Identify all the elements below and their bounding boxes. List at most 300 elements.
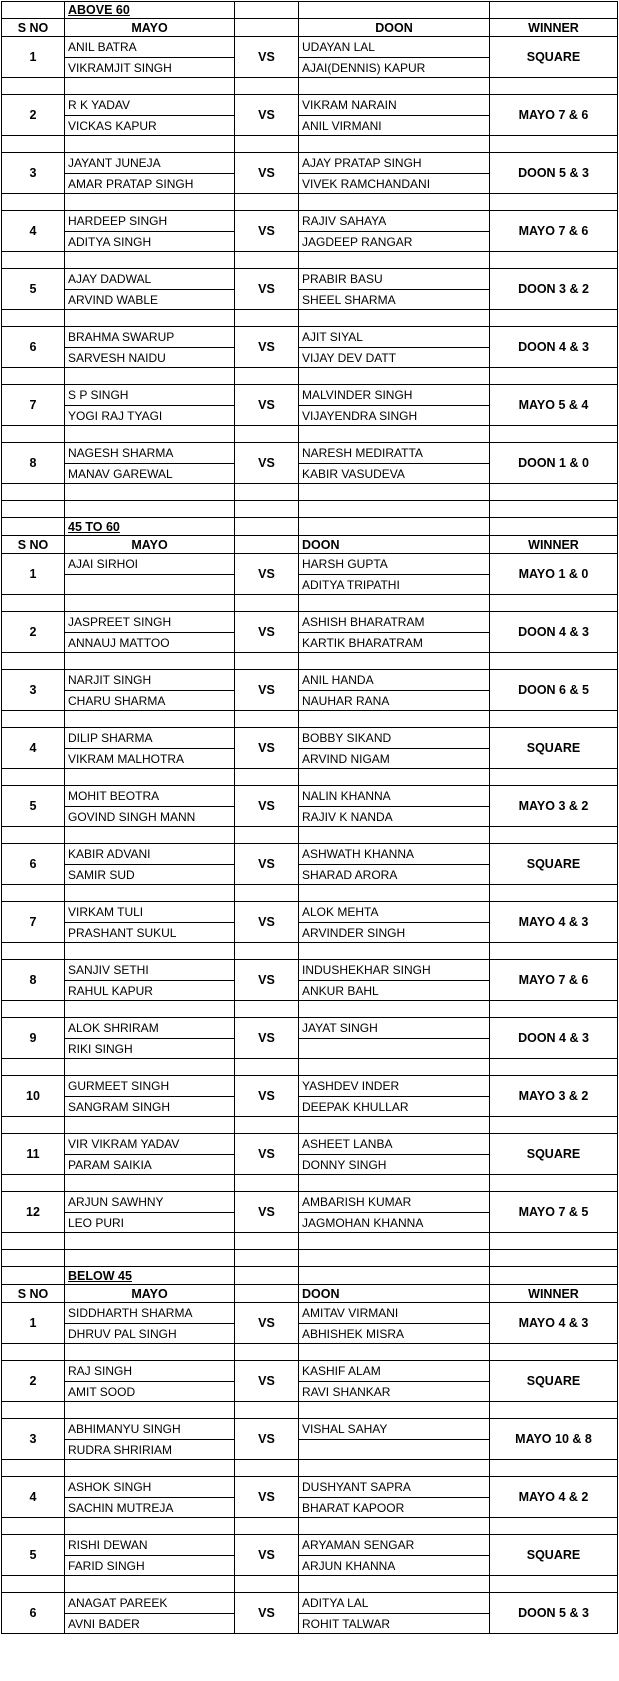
doon-player: RAJIV SAHAYA [299,211,489,232]
vs-cell [235,1134,299,1174]
doon-pair [299,902,490,942]
match-row [1,1593,618,1634]
spacer-row [1,368,618,385]
empty-cell [490,943,617,959]
empty-cell [235,194,299,210]
empty-cell [299,1233,490,1249]
doon-player: ARVIND NIGAM [302,752,390,766]
doon-player: KASHIF ALAM [299,1361,489,1382]
doon-player: ADITYA TRIPATHI [302,578,400,592]
mayo-pair [65,1361,235,1401]
column-header-sno: S NO [2,536,65,553]
mayo-pair [65,1593,235,1633]
winner-value: MAYO 3 & 2 [518,1089,589,1103]
winner-cell [490,385,617,425]
empty-cell [490,1233,617,1249]
spacer-row [1,1117,618,1134]
empty-cell [490,1250,617,1266]
empty-cell [2,252,65,268]
empty-cell [490,1267,617,1284]
doon-player: AJAI(DENNIS) KAPUR [302,61,426,75]
mayo-player: YOGI RAJ TYAGI [68,409,163,423]
mayo-player: GOVIND SINGH MANN [68,810,196,824]
mayo-names [65,443,234,483]
mayo-player: DILIP SHARMA [65,728,234,749]
column-header-winner: WINNER [528,537,579,552]
winner-cell [490,211,617,251]
match-row [1,1018,618,1059]
spacer-row [1,1576,618,1593]
doon-pair [299,960,490,1000]
vs-cell [235,1535,299,1575]
match-row [1,902,618,943]
doon-player: KARTIK BHARATRAM [302,636,423,650]
column-header-sno: S NO [2,19,65,36]
doon-player: VIVEK RAMCHANDANI [302,177,431,191]
mayo-pair [65,385,235,425]
mayo-player: ANAGAT PAREEK [65,1593,234,1614]
doon-names [299,902,489,942]
winner-cell [490,1192,617,1232]
vs-label: VS [258,741,275,755]
empty-cell [299,78,490,94]
doon-names [299,1419,489,1459]
winner-value: MAYO 4 & 3 [518,915,589,929]
mayo-player: RAJ SINGH [65,1361,234,1382]
empty-cell [65,1233,235,1249]
empty-cell [2,484,65,500]
winner-value: DOON 5 & 3 [518,1606,589,1620]
empty-cell [65,943,235,959]
doon-names [299,728,489,768]
vs-cell [235,1018,299,1058]
mayo-pair [65,95,235,135]
serial-number [2,1593,65,1633]
empty-cell [235,252,299,268]
empty-cell [299,426,490,442]
doon-player: ASHWATH KHANNA [299,844,489,865]
mayo-pair [65,443,235,483]
doon-player: AJIT SIYAL [299,327,489,348]
serial-number-value: 6 [29,1606,37,1620]
winner-value: SQUARE [526,857,581,871]
mayo-player: ASHOK SINGH [65,1477,234,1498]
winner-value: MAYO 7 & 6 [518,224,589,238]
empty-cell [235,653,299,669]
section-title-row [1,1,618,19]
empty-cell [235,711,299,727]
empty-cell [65,1344,235,1360]
doon-pair [299,728,490,768]
mayo-names [65,1593,234,1633]
vs-cell [235,385,299,425]
mayo-player: CHARU SHARMA [68,694,166,708]
winner-value: SQUARE [526,1374,581,1388]
section-title-row [1,518,618,536]
doon-pair [299,1303,490,1343]
spacer-row [1,1250,618,1267]
empty-cell [490,1518,617,1534]
empty-cell [65,711,235,727]
mayo-player: ARVIND WABLE [68,293,159,307]
winner-value: DOON 5 & 3 [518,166,589,180]
mayo-player: AMAR PRATAP SINGH [68,177,194,191]
doon-player: DEEPAK KHULLAR [302,1100,409,1114]
doon-player: RAVI SHANKAR [302,1385,391,1399]
empty-cell [65,136,235,152]
empty-cell [2,1402,65,1418]
serial-number [2,211,65,251]
spacer-row [1,1001,618,1018]
empty-cell [299,310,490,326]
empty-cell [65,484,235,500]
vs-cell [235,786,299,826]
doon-player: VIJAY DEV DATT [302,351,397,365]
mayo-player: ADITYA SINGH [68,235,152,249]
vs-label: VS [258,50,275,64]
winner-cell [490,960,617,1000]
serial-number-value: 5 [29,1548,37,1562]
doon-player: ROHIT TALWAR [302,1617,391,1631]
serial-number-value: 12 [26,1205,40,1219]
doon-pair [299,612,490,652]
vs-cell [235,1192,299,1232]
doon-names [299,211,489,251]
empty-cell [235,1250,299,1266]
mayo-player: KABIR ADVANI [65,844,234,865]
mayo-player: ARJUN SAWHNY [65,1192,234,1213]
doon-player: AMITAV VIRMANI [299,1303,489,1324]
empty-cell [235,19,299,36]
empty-cell [65,827,235,843]
mayo-names [65,1477,234,1517]
mayo-player: ALOK SHRIRAM [65,1018,234,1039]
empty-cell [299,1518,490,1534]
spacer-row [1,711,618,728]
mayo-names [65,1303,234,1343]
vs-label: VS [258,166,275,180]
mayo-player: RISHI DEWAN [65,1535,234,1556]
serial-number-value: 9 [29,1031,37,1045]
doon-pair [299,1361,490,1401]
empty-cell [235,595,299,611]
empty-cell [490,518,617,535]
doon-player: ASHEET LANBA [299,1134,489,1155]
doon-player: ARYAMAN SENGAR [299,1535,489,1556]
winner-value: DOON 3 & 2 [518,282,589,296]
mayo-player: NARJIT SINGH [65,670,234,691]
mayo-player: VIR VIKRAM YADAV [65,1134,234,1155]
winner-cell [490,95,617,135]
empty-cell [299,1344,490,1360]
column-header-row [1,19,618,37]
vs-cell [235,1477,299,1517]
mayo-pair [65,554,235,594]
mayo-names [65,269,234,309]
winner-value: DOON 4 & 3 [518,625,589,639]
vs-label: VS [258,1089,275,1103]
doon-player: YASHDEV INDER [299,1076,489,1097]
empty-cell [299,885,490,901]
mayo-pair [65,960,235,1000]
doon-player [299,1039,489,1058]
match-row [1,211,618,252]
winner-cell [490,786,617,826]
spacer-row [1,769,618,786]
winner-value: MAYO 7 & 6 [518,108,589,122]
doon-player: JAYAT SINGH [299,1018,489,1039]
empty-cell [299,1460,490,1476]
doon-pair [299,1477,490,1517]
doon-player: ARVINDER SINGH [302,926,406,940]
column-header-mayo: MAYO [65,19,235,36]
spacer-row [1,1344,618,1361]
doon-names [299,1477,489,1517]
empty-cell [2,1250,65,1266]
mayo-player [65,575,234,594]
doon-player: PRABIR BASU [299,269,489,290]
mayo-player: DHRUV PAL SINGH [68,1327,177,1341]
doon-player: NARESH MEDIRATTA [299,443,489,464]
mayo-player: PRASHANT SUKUL [68,926,177,940]
serial-number [2,1076,65,1116]
doon-player: NAUHAR RANA [302,694,390,708]
empty-cell [2,1344,65,1360]
doon-pair [299,554,490,594]
empty-cell [490,194,617,210]
spacer-row [1,1402,618,1419]
mayo-pair [65,1535,235,1575]
winner-cell [490,554,617,594]
doon-names [299,95,489,135]
match-row [1,960,618,1001]
winner-value: SQUARE [526,50,581,64]
empty-cell [65,1117,235,1133]
match-row [1,612,618,653]
match-row [1,786,618,827]
doon-pair [299,37,490,77]
mayo-pair [65,670,235,710]
match-row [1,554,618,595]
doon-player: ABHISHEK MISRA [302,1327,405,1341]
winner-value: SQUARE [526,741,581,755]
empty-cell [2,943,65,959]
empty-cell [65,595,235,611]
vs-label: VS [258,973,275,987]
winner-cell [490,1419,617,1459]
empty-cell [65,1518,235,1534]
empty-cell [490,1460,617,1476]
empty-cell [235,1267,299,1284]
spacer-row [1,1175,618,1192]
empty-cell [2,1267,65,1284]
serial-number [2,1134,65,1174]
vs-label: VS [258,108,275,122]
mayo-player: VIKRAM MALHOTRA [68,752,185,766]
vs-label: VS [258,799,275,813]
doon-player [299,1440,489,1459]
column-header-row [1,1285,618,1303]
empty-cell [65,1059,235,1075]
spacer-row [1,1460,618,1477]
mayo-player: RUDRA SHRIRIAM [68,1443,173,1457]
spacer-row [1,78,618,95]
mayo-names [65,1361,234,1401]
empty-cell [65,368,235,384]
empty-cell [2,827,65,843]
doon-names [299,1361,489,1401]
empty-cell [235,827,299,843]
spacer-row [1,136,618,153]
vs-label: VS [258,1031,275,1045]
winner-value: SQUARE [526,1548,581,1562]
winner-value: MAYO 7 & 6 [518,973,589,987]
winner-cell [490,1134,617,1174]
doon-pair [299,670,490,710]
mayo-names [65,95,234,135]
empty-cell [490,136,617,152]
vs-cell [235,37,299,77]
empty-cell [490,827,617,843]
empty-cell [235,1576,299,1592]
spacer-row [1,653,618,670]
winner-cell [490,1018,617,1058]
mayo-names [65,728,234,768]
winner-cell [490,670,617,710]
empty-cell [235,1344,299,1360]
doon-names [299,1018,489,1058]
empty-cell [235,885,299,901]
spacer-row [1,194,618,211]
empty-cell [235,136,299,152]
empty-cell [2,368,65,384]
doon-player: INDUSHEKHAR SINGH [299,960,489,981]
vs-label: VS [258,1374,275,1388]
mayo-player: SANGRAM SINGH [68,1100,171,1114]
empty-cell [2,78,65,94]
empty-cell [235,1175,299,1191]
serial-number [2,1477,65,1517]
mayo-player: BRAHMA SWARUP [65,327,234,348]
mayo-names [65,327,234,367]
vs-cell [235,844,299,884]
doon-player: ANIL HANDA [299,670,489,691]
serial-number-value: 2 [29,1374,37,1388]
empty-cell [235,1117,299,1133]
winner-cell [490,1076,617,1116]
serial-number-value: 3 [29,1432,37,1446]
empty-cell [299,769,490,785]
doon-player: HARSH GUPTA [299,554,489,575]
doon-player: VIKRAM NARAIN [299,95,489,116]
empty-cell [490,1402,617,1418]
mayo-pair [65,269,235,309]
mayo-pair [65,844,235,884]
doon-pair [299,1419,490,1459]
empty-cell [490,501,617,517]
empty-cell [65,885,235,901]
match-row [1,1303,618,1344]
empty-cell [65,1460,235,1476]
winner-value: MAYO 1 & 0 [518,567,589,581]
winner-cell [490,327,617,367]
doon-names [299,670,489,710]
winner-cell [490,37,617,77]
mayo-names [65,554,234,594]
mayo-names [65,844,234,884]
mayo-player: ABHIMANYU SINGH [65,1419,234,1440]
serial-number-value: 2 [29,108,37,122]
serial-number-value: 5 [29,799,37,813]
empty-cell [490,484,617,500]
match-row [1,1477,618,1518]
column-header-mayo: MAYO [65,536,235,553]
winner-cell [490,1303,617,1343]
empty-cell [65,769,235,785]
column-header-sno: S NO [2,1285,65,1302]
empty-cell [65,501,235,517]
spacer-row [1,943,618,960]
match-row [1,385,618,426]
vs-cell [235,443,299,483]
empty-cell [65,78,235,94]
serial-number [2,612,65,652]
doon-pair [299,269,490,309]
mayo-pair [65,1192,235,1232]
column-header-winner: WINNER [528,1286,579,1301]
doon-player: MALVINDER SINGH [299,385,489,406]
empty-cell [299,653,490,669]
empty-cell [299,827,490,843]
winner-cell [490,1361,617,1401]
empty-cell [235,310,299,326]
mayo-player: SAMIR SUD [68,868,135,882]
mayo-player: SANJIV SETHI [65,960,234,981]
mayo-names [65,37,234,77]
winner-value: MAYO 10 & 8 [515,1432,592,1446]
empty-cell [2,1117,65,1133]
doon-names [299,1076,489,1116]
mayo-player: S P SINGH [65,385,234,406]
empty-cell [299,1175,490,1191]
column-header-winner: WINNER [528,20,579,35]
serial-number [2,1192,65,1232]
vs-cell [235,902,299,942]
winner-value: DOON 6 & 5 [518,683,589,697]
serial-number-value: 5 [29,282,37,296]
empty-cell [2,1460,65,1476]
empty-cell [2,653,65,669]
empty-cell [235,368,299,384]
serial-number-value: 6 [29,340,37,354]
match-row [1,1535,618,1576]
empty-cell [299,518,490,535]
winner-value: SQUARE [526,1147,581,1161]
mayo-names [65,902,234,942]
vs-cell [235,554,299,594]
winner-value: MAYO 4 & 3 [518,1316,589,1330]
vs-cell [235,153,299,193]
winner-value: MAYO 3 & 2 [518,799,589,813]
serial-number [2,153,65,193]
empty-cell [490,885,617,901]
mayo-player: GURMEET SINGH [65,1076,234,1097]
spacer-row [1,484,618,501]
winner-cell [490,902,617,942]
empty-cell [299,194,490,210]
vs-label: VS [258,1606,275,1620]
doon-player: DONNY SINGH [302,1158,387,1172]
